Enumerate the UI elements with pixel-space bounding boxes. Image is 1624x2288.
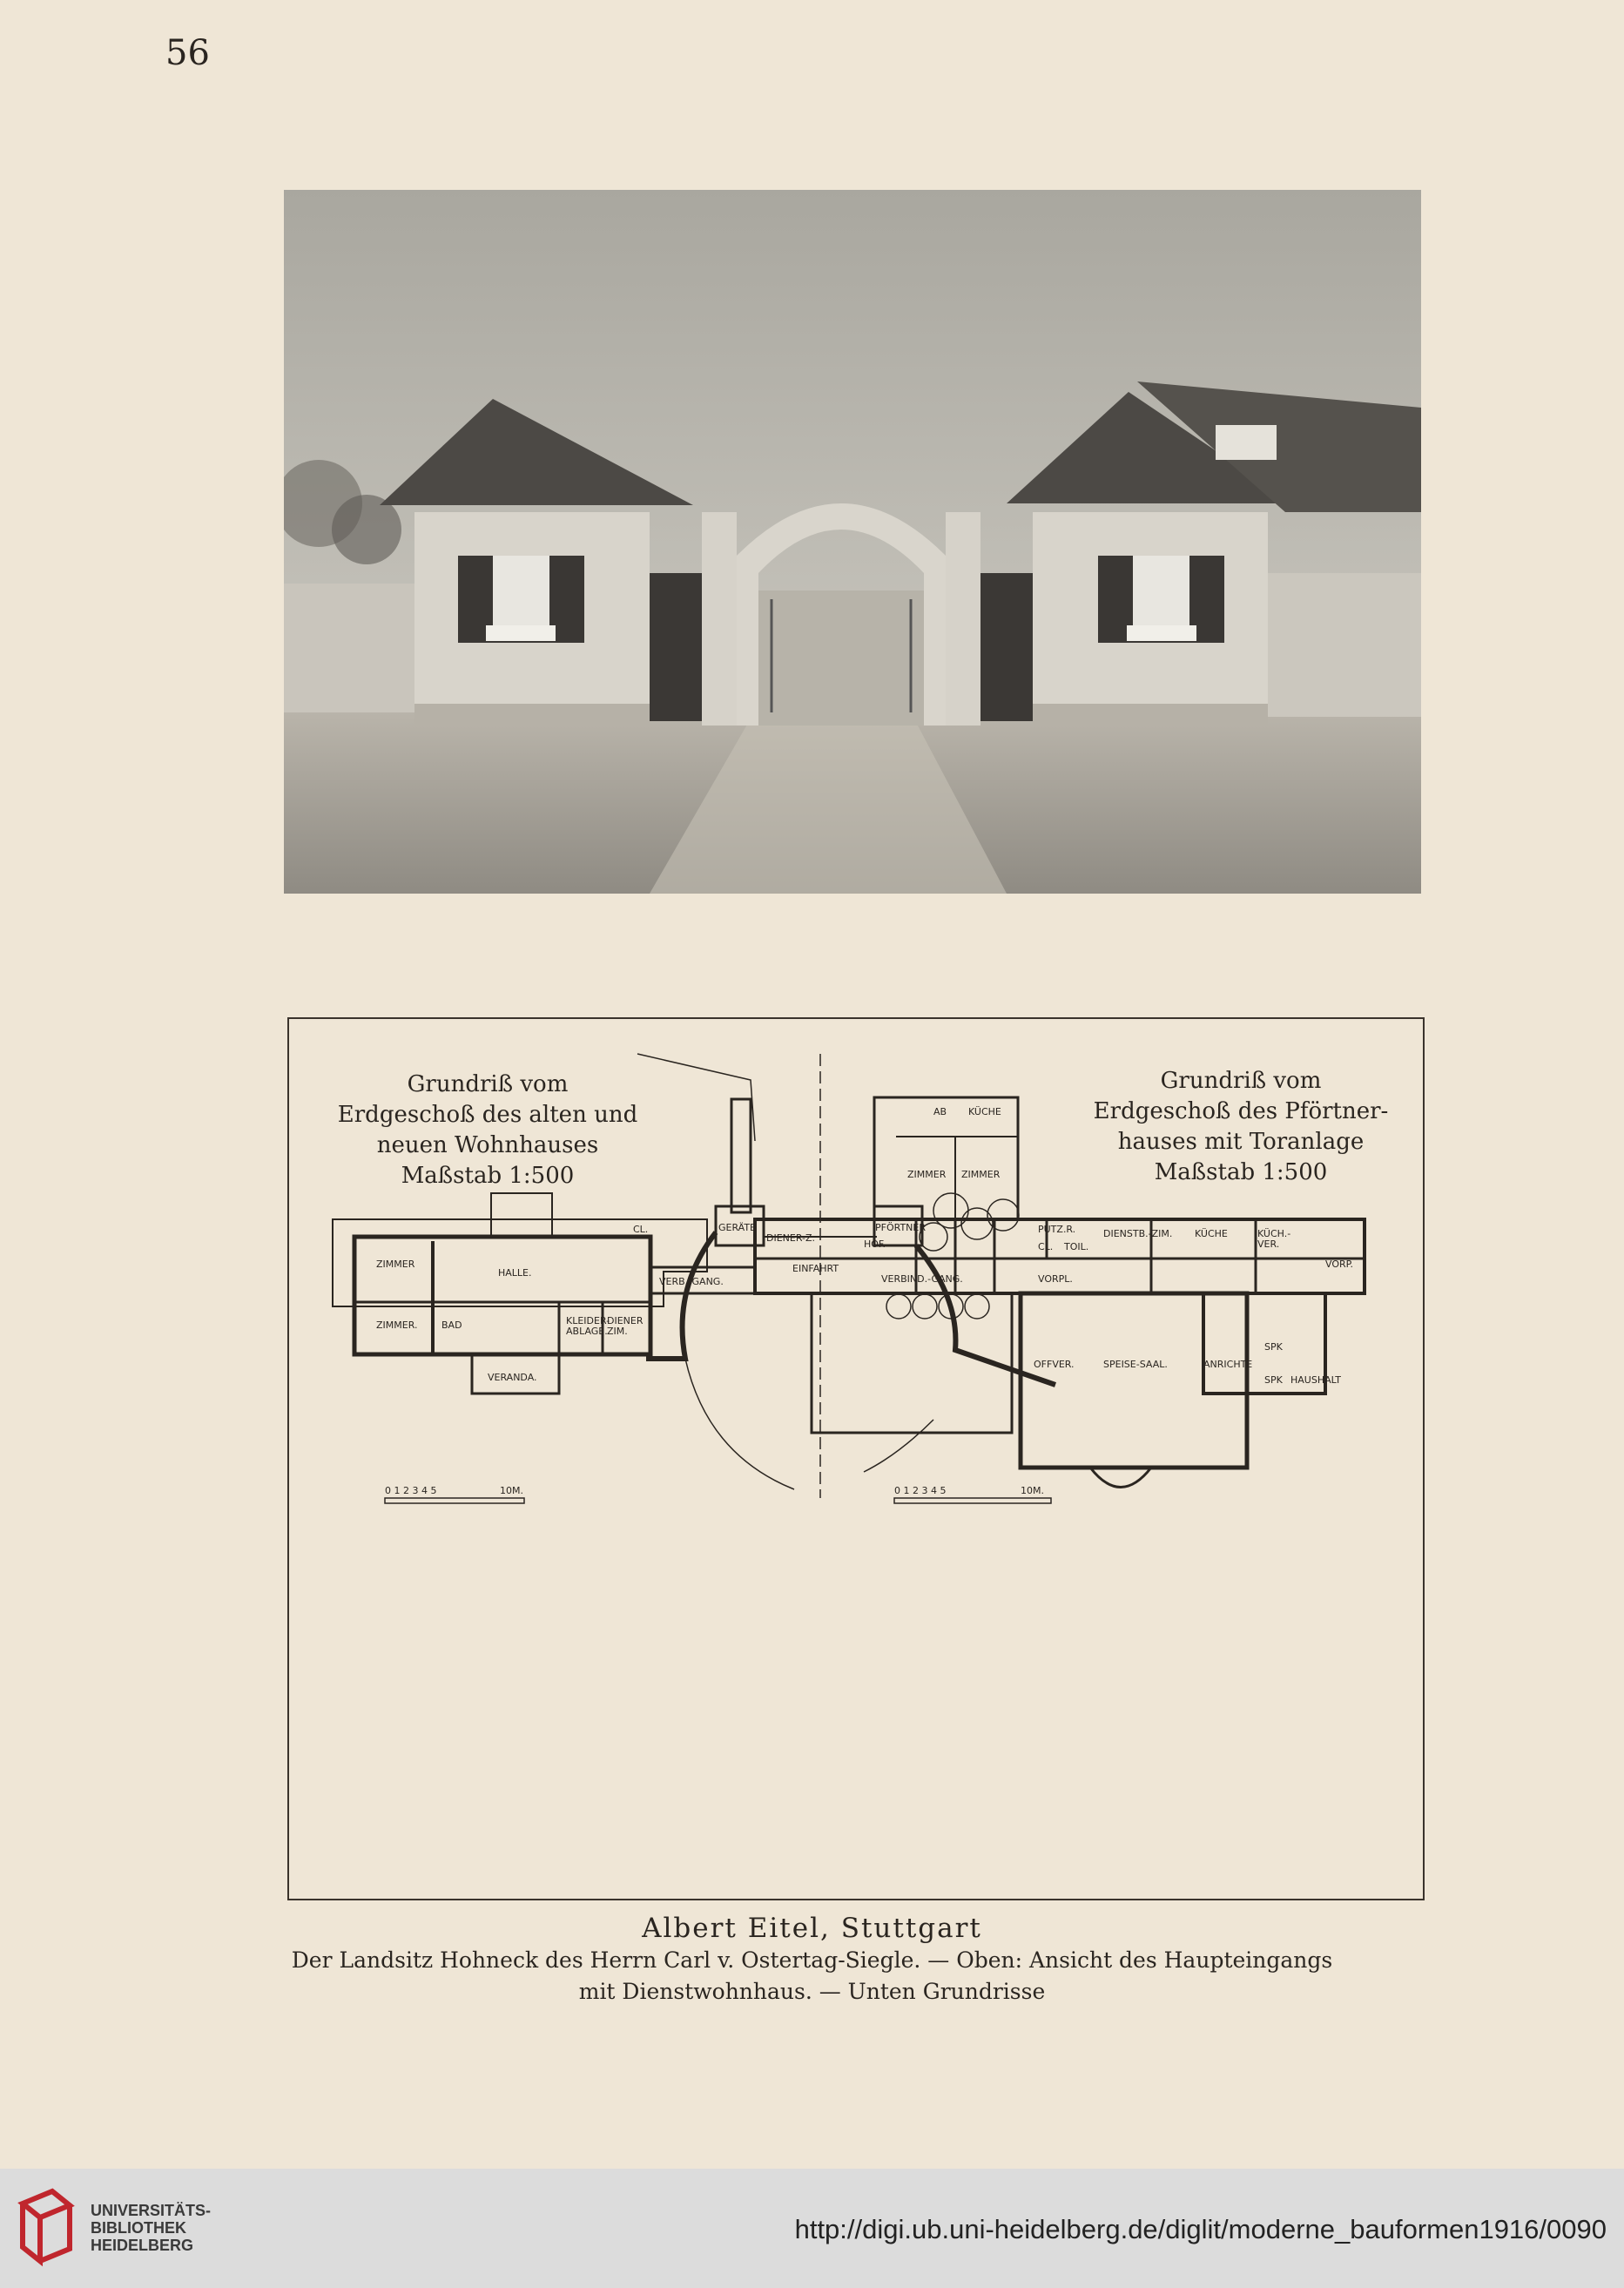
plan-label: ZIMMER (376, 1259, 415, 1270)
permalink-url[interactable]: http://digi.ub.uni-heidelberg.de/diglit/moderne_bauformen1916/0090 (794, 2214, 1607, 2244)
plan-label: VERANDA. (488, 1372, 537, 1383)
library-logo-icon[interactable] (17, 2186, 78, 2273)
plan-label: ANRICHTE (1203, 1359, 1253, 1370)
scale-ticks: 0 1 2 3 4 5 (894, 1485, 947, 1496)
plan-label: EINFAHRT (792, 1263, 839, 1274)
plan-label: ZIMMER (961, 1169, 1001, 1180)
plan-label: PFÖRTNER (875, 1222, 927, 1233)
library-name-line: UNIVERSITÄTS- (91, 2202, 212, 2219)
plan-label: SPK (1264, 1341, 1283, 1353)
plan-label: KÜCHE (1195, 1228, 1228, 1239)
plan-label: AB (933, 1106, 947, 1117)
plan-label: GERÄTE (718, 1222, 757, 1233)
plan-label: PUTZ.R. (1038, 1224, 1076, 1235)
gate-photo-illustration (284, 190, 1421, 894)
scale-ticks: 0 1 2 3 4 5 (385, 1485, 437, 1496)
caption-line: Grundriß vom (407, 1071, 569, 1097)
gate-photograph (284, 190, 1421, 894)
caption-line: Erdgeschoß des alten und (337, 1102, 638, 1128)
caption-line: Grundriß vom (1160, 1068, 1322, 1094)
plan-label: KLEIDER-ABLAGE. (566, 1315, 610, 1337)
caption-line: Maßstab 1:500 (401, 1163, 575, 1189)
caption-line: neuen Wohnhauses (376, 1132, 599, 1158)
scale-end: 10M. (1021, 1485, 1044, 1496)
figure-caption-line-1: Der Landsitz Hohneck des Herrn Carl v. Ostertag-Siegle. — Oben: Ansicht des Haupteingangs (291, 1947, 1333, 1973)
page-number: 56 (165, 33, 210, 73)
library-footer (0, 2169, 1624, 2288)
caption-line: Maßstab 1:500 (1154, 1159, 1328, 1185)
figure-caption-line-2: mit Dienstwohnhaus. — Unten Grundrisse (578, 1979, 1046, 2004)
caption-line: hauses mit Toranlage (1117, 1129, 1365, 1155)
plan-label: SPEISE-SAAL. (1103, 1359, 1168, 1370)
scale-end: 10M. (500, 1485, 523, 1496)
library-name-line: HEIDELBERG (91, 2237, 194, 2254)
plan-label: ZIMMER. (376, 1319, 418, 1331)
left-plan-caption (322, 1070, 653, 1191)
plan-label: VORP. (1325, 1259, 1354, 1270)
plan-label: ZIMMER (907, 1169, 947, 1180)
plan-label: BAD (441, 1319, 462, 1331)
plan-label: HOF. (864, 1238, 886, 1250)
plan-label: TOIL. (1064, 1241, 1089, 1252)
plan-label: DIENER ZIM. (607, 1315, 644, 1337)
plan-label: DIENSTB.-ZIM. (1103, 1228, 1173, 1239)
plan-label: CL. (633, 1224, 649, 1235)
plan-label: OFFVER. (1034, 1359, 1075, 1370)
plan-label: VORPL. (1038, 1273, 1073, 1285)
caption-line: Erdgeschoß des Pförtner- (1093, 1098, 1389, 1124)
plan-label: VERB.-GANG. (659, 1276, 724, 1287)
plan-label: VERBIND.-GANG. (881, 1273, 963, 1285)
library-name-line: BIBLIOTHEK (91, 2219, 186, 2237)
plan-label: CL. (1038, 1241, 1054, 1252)
author-line: Albert Eitel, Stuttgart (642, 1913, 982, 1944)
plan-label: HALLE. (498, 1267, 532, 1279)
library-name (91, 2202, 211, 2254)
plan-label: DIENER-Z. (766, 1232, 816, 1244)
plan-label: SPK (1264, 1374, 1283, 1386)
plan-label: KÜCH.-VER. (1257, 1228, 1291, 1250)
plan-label: KÜCHE (968, 1106, 1001, 1117)
plan-label: HAUSHALT (1290, 1374, 1341, 1386)
right-plan-caption (1071, 1066, 1411, 1188)
